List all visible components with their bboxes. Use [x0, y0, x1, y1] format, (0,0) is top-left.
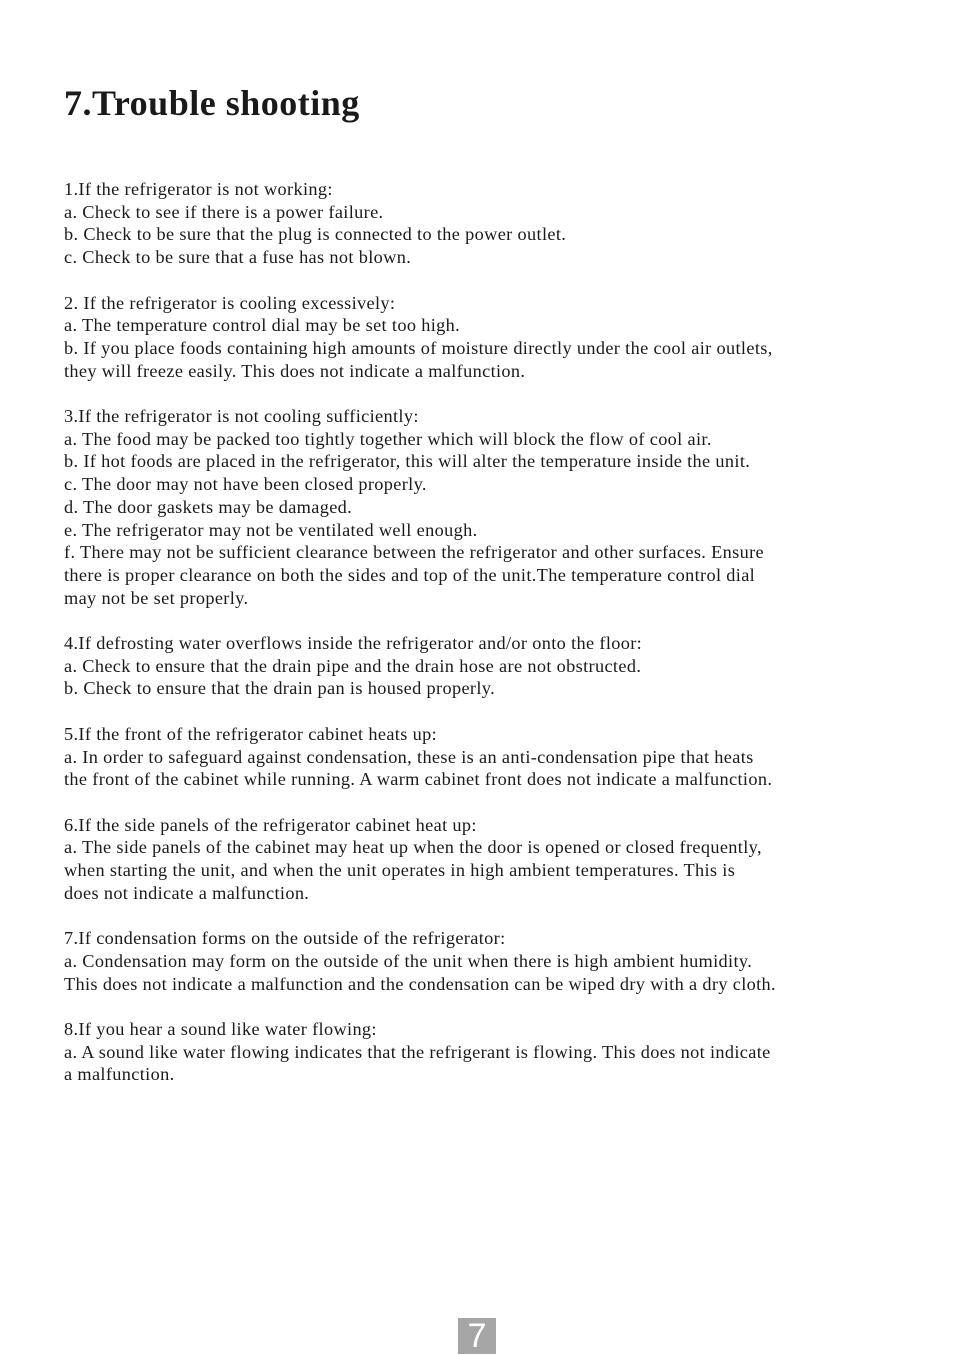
section-heading: 7.If condensation forms on the outside of the refrigerator:	[64, 928, 506, 949]
section-heading: 1.If the refrigerator is not working:	[64, 179, 333, 199]
section-line: b. If hot foods are placed in the refrigerator, this will alter the temperature inside the unit.	[64, 451, 751, 472]
section-line: a. The side panels of the cabinet may heat up when the door is opened or closed frequently,	[64, 837, 762, 858]
section-front-heats-up	[64, 723, 894, 791]
section-water-flowing-sound	[64, 1018, 894, 1086]
section-line: a. Check to see if there is a power failure.	[64, 201, 384, 222]
section-defrost-overflow	[64, 632, 894, 700]
section-line: d. The door gaskets may be damaged.	[64, 496, 353, 517]
section-heading: 8.If you hear a sound like water flowing:	[64, 1018, 377, 1039]
section-line: they will freeze easily. This does not indicate a malfunction.	[64, 360, 526, 381]
section-heading: 6.If the side panels of the refrigerator cabinet heat up:	[64, 814, 477, 835]
section-line: b. Check to be sure that the plug is connected to the power outlet.	[64, 224, 567, 245]
troubleshooting-content	[64, 178, 894, 1109]
section-line: a malfunction.	[64, 1064, 175, 1085]
section-line: f. There may not be sufficient clearance between the refrigerator and other surfaces. Ensure	[64, 542, 764, 563]
section-line: c. The door may not have been closed properly.	[64, 474, 427, 495]
section-heading: 3.If the refrigerator is not cooling sufficiently:	[64, 406, 419, 426]
section-line: a. Check to ensure that the drain pipe and the drain hose are not obstructed.	[64, 655, 642, 676]
section-heading: 4.If defrosting water overflows inside the refrigerator and/or onto the floor:	[64, 633, 643, 654]
page-number-badge: 7	[458, 1318, 496, 1354]
section-cooling-excessively	[64, 292, 894, 383]
section-line: a. A sound like water flowing indicates that the refrigerant is flowing. This does not indicate	[64, 1041, 771, 1062]
section-condensation-outside	[64, 927, 894, 995]
section-line: the front of the cabinet while running. A warm cabinet front does not indicate a malfunction.	[64, 769, 773, 790]
section-line: b. If you place foods containing high amounts of moisture directly under the cool air outlets,	[64, 337, 773, 358]
section-line: when starting the unit, and when the unit operates in high ambient temperatures. This is	[64, 860, 736, 881]
section-line: e. The refrigerator may not be ventilated well enough.	[64, 519, 478, 540]
section-line: b. Check to ensure that the drain pan is housed properly.	[64, 678, 496, 699]
section-line: This does not indicate a malfunction and the condensation can be wiped dry with a dry cloth.	[64, 973, 776, 994]
section-heading: 5.If the front of the refrigerator cabinet heats up:	[64, 723, 438, 744]
section-line: a. The food may be packed too tightly together which will block the flow of cool air.	[64, 428, 712, 449]
section-line: there is proper clearance on both the sides and top of the unit.The temperature control dial	[64, 564, 756, 585]
section-line: may not be set properly.	[64, 587, 249, 608]
section-not-cooling-sufficiently	[64, 405, 894, 609]
section-side-panels-heat-up	[64, 814, 894, 905]
section-line: c. Check to be sure that a fuse has not blown.	[64, 247, 412, 268]
section-line: a. Condensation may form on the outside of the unit when there is high ambient humidity.	[64, 950, 753, 971]
page-title: 7.Trouble shooting	[64, 83, 360, 123]
section-line: a. The temperature control dial may be set too high.	[64, 315, 461, 336]
section-line: a. In order to safeguard against condensation, these is an anti-condensation pipe that heats	[64, 746, 754, 767]
section-heading: 2. If the refrigerator is cooling excessively:	[64, 292, 396, 313]
section-line: does not indicate a malfunction.	[64, 882, 310, 903]
section-not-working	[64, 178, 894, 269]
